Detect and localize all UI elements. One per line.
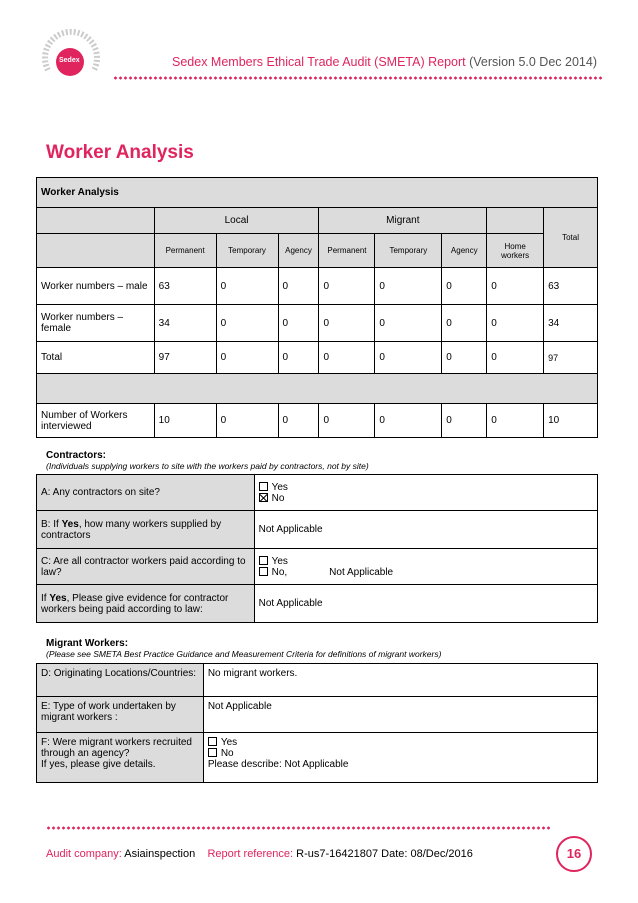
total-header: Total bbox=[544, 208, 598, 268]
migrant-question-e: E: Type of work undertaken by migrant workers : bbox=[37, 697, 204, 733]
contractors-question-c: C: Are all contractor workers paid according to law? bbox=[37, 549, 255, 585]
column-header: Agency bbox=[278, 234, 319, 268]
table-cell: 97 bbox=[544, 342, 598, 374]
footer-info bbox=[46, 848, 473, 860]
table-cell: 0 bbox=[487, 268, 544, 305]
column-header: Agency bbox=[442, 234, 487, 268]
migrant-title: Migrant Workers: bbox=[46, 638, 129, 649]
contractors-table bbox=[36, 474, 598, 623]
no-checkbox[interactable] bbox=[259, 567, 268, 576]
date-label: Date: bbox=[381, 848, 408, 860]
column-header: Permanent bbox=[319, 234, 375, 268]
no-checkbox[interactable] bbox=[208, 748, 217, 757]
report-date: 08/Dec/2016 bbox=[410, 848, 473, 860]
table-cell: 0 bbox=[278, 305, 319, 342]
table-cell: 0 bbox=[216, 305, 278, 342]
contractors-title: Contractors: bbox=[46, 450, 107, 461]
table-cell: 0 bbox=[278, 268, 319, 305]
table-cell: 0 bbox=[216, 342, 278, 374]
table-row bbox=[37, 305, 598, 342]
table-cell: 0 bbox=[375, 404, 442, 438]
table-cell: 0 bbox=[216, 404, 278, 438]
report-title: Sedex Members Ethical Trade Audit (SMETA) Report bbox=[172, 55, 466, 69]
contractors-answer-d: Not Applicable bbox=[254, 585, 597, 623]
migrant-answer-d: No migrant workers. bbox=[203, 664, 597, 697]
table-cell: 97 bbox=[154, 342, 216, 374]
migrant-workers-table bbox=[36, 663, 598, 783]
table-row bbox=[37, 404, 598, 438]
migrant-answer-e: Not Applicable bbox=[203, 697, 597, 733]
contractors-note: (Individuals supplying workers to site with the workers paid by contractors, not by site) bbox=[46, 461, 369, 471]
contractors-question-b: B: If Yes, how many workers supplied by contractors bbox=[37, 511, 255, 549]
table-cell: 0 bbox=[278, 342, 319, 374]
migrant-describe: Please describe: Not Applicable bbox=[207, 759, 349, 770]
worker-analysis-table-title: Worker Analysis bbox=[37, 178, 598, 208]
yes-checkbox[interactable] bbox=[259, 482, 268, 491]
table-cell: 10 bbox=[154, 404, 216, 438]
yes-checkbox[interactable] bbox=[208, 737, 217, 746]
group-local-header: Local bbox=[154, 208, 319, 234]
table-cell: 0 bbox=[319, 404, 375, 438]
page-title: Worker Analysis bbox=[46, 142, 194, 163]
column-header: Permanent bbox=[154, 234, 216, 268]
column-header: Temporary bbox=[216, 234, 278, 268]
contractors-answer-c: Yes No, Not Applicable bbox=[254, 549, 597, 585]
table-cell: 0 bbox=[319, 268, 375, 305]
yes-checkbox[interactable] bbox=[259, 556, 268, 565]
table-cell: 10 bbox=[544, 404, 598, 438]
table-cell: 0 bbox=[487, 342, 544, 374]
footer-dotted-divider bbox=[46, 826, 551, 830]
table-cell: 63 bbox=[154, 268, 216, 305]
audit-company: Asiainspection bbox=[124, 848, 196, 860]
migrant-question-f: F: Were migrant workers recruited through an agency? If yes, please give details. bbox=[37, 733, 204, 783]
report-version: (Version 5.0 Dec 2014) bbox=[469, 55, 597, 69]
table-cell: 34 bbox=[544, 305, 598, 342]
table-cell: 63 bbox=[544, 268, 598, 305]
table-cell: 0 bbox=[442, 342, 487, 374]
table-cell: 0 bbox=[442, 268, 487, 305]
migrant-question-d: D: Originating Locations/Countries: bbox=[37, 664, 204, 697]
table-cell: 0 bbox=[278, 404, 319, 438]
audit-company-label: Audit company: bbox=[46, 848, 122, 860]
contractors-question-d: If Yes, Please give evidence for contractor workers being paid according to law: bbox=[37, 585, 255, 623]
page-number: 16 bbox=[556, 836, 592, 872]
group-migrant-header: Migrant bbox=[319, 208, 487, 234]
table-cell: 0 bbox=[442, 305, 487, 342]
table-cell: 0 bbox=[375, 342, 442, 374]
contractors-answer-b: Not Applicable bbox=[254, 511, 597, 549]
table-cell: 0 bbox=[319, 305, 375, 342]
table-cell: 0 bbox=[442, 404, 487, 438]
table-cell: 0 bbox=[216, 268, 278, 305]
row-label: Number of Workers interviewed bbox=[37, 404, 155, 438]
row-label: Worker numbers – male bbox=[37, 268, 155, 305]
column-header: Home workers bbox=[487, 234, 544, 268]
worker-analysis-table bbox=[36, 177, 598, 438]
table-cell: 0 bbox=[375, 268, 442, 305]
migrant-note: (Please see SMETA Best Practice Guidance and Measurement Criteria for definitions of migrant workers) bbox=[46, 649, 442, 659]
sedex-logo-text: Sedex bbox=[59, 57, 80, 64]
migrant-answer-f: Yes No Please describe: Not Applicable bbox=[203, 733, 597, 783]
row-label: Total bbox=[37, 342, 155, 374]
table-cell: 34 bbox=[154, 305, 216, 342]
contractors-question-a: A: Any contractors on site? bbox=[37, 475, 255, 511]
table-cell: 0 bbox=[375, 305, 442, 342]
table-cell: 0 bbox=[487, 404, 544, 438]
contractors-answer-a: Yes No bbox=[254, 475, 597, 511]
table-cell: 0 bbox=[319, 342, 375, 374]
report-reference-label: Report reference: bbox=[207, 848, 294, 860]
report-header-title bbox=[172, 55, 597, 69]
report-reference: R-us7-16421807 bbox=[296, 848, 379, 860]
table-row bbox=[37, 268, 598, 305]
spacer-row bbox=[37, 374, 598, 404]
no-checkbox-checked[interactable] bbox=[259, 493, 268, 502]
table-row bbox=[37, 342, 598, 374]
column-header: Temporary bbox=[375, 234, 442, 268]
header-dotted-divider bbox=[113, 76, 603, 80]
table-cell: 0 bbox=[487, 305, 544, 342]
row-label: Worker numbers – female bbox=[37, 305, 155, 342]
